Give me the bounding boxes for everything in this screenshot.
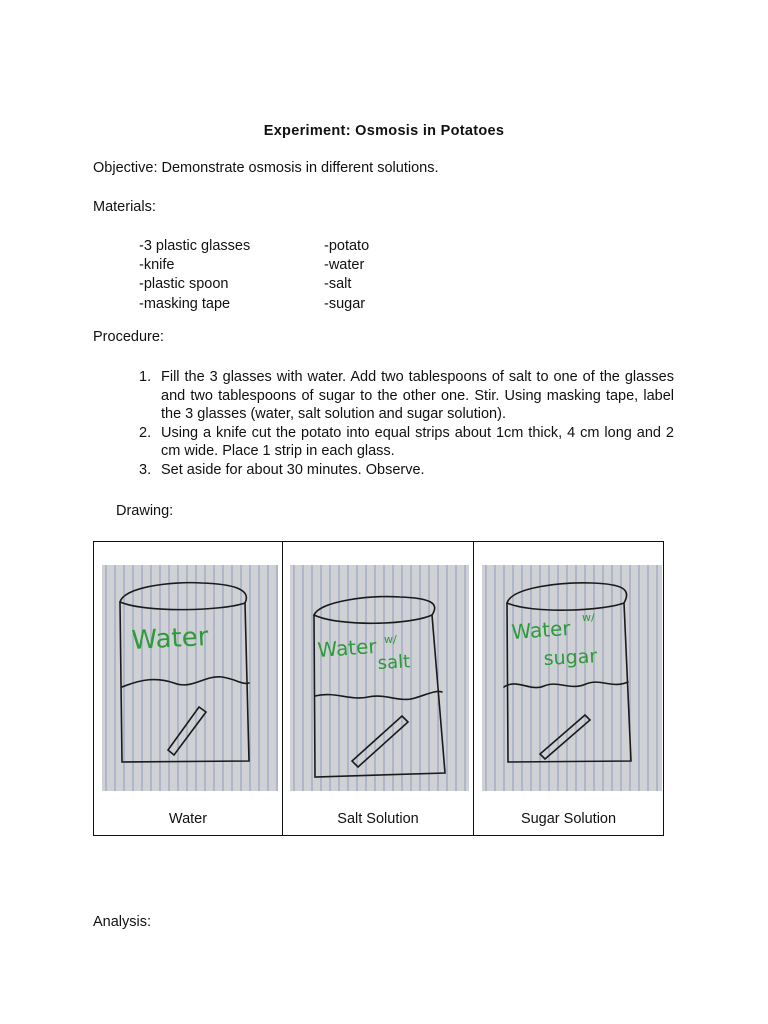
procedure-step <box>139 461 674 480</box>
material-item: -plastic spoon <box>139 276 229 292</box>
material-item: -3 plastic glasses <box>139 238 251 254</box>
materials-heading: Materials: <box>93 199 156 215</box>
procedure-steps <box>139 368 674 479</box>
drawing-cell-water <box>94 542 282 835</box>
procedure-step <box>139 368 674 424</box>
material-item: -sugar <box>324 296 366 312</box>
caption-water: Water <box>168 811 208 827</box>
step-number: 3. <box>139 461 152 478</box>
step-number: 2. <box>139 424 152 441</box>
handwritten-label: salt <box>377 651 411 674</box>
drawing-heading: Drawing: <box>116 503 174 519</box>
material-item: -salt <box>324 276 352 292</box>
step-text: Set aside for about 30 minutes. Observe. <box>161 461 425 478</box>
objective-text: Objective: Demonstrate osmosis in different solutions. <box>93 160 439 176</box>
procedure-step <box>139 424 674 461</box>
drawing-table <box>93 541 664 836</box>
material-item: -potato <box>324 238 370 254</box>
drawing-cell-sugar <box>473 542 663 835</box>
handwritten-label: Water <box>316 633 378 662</box>
handwritten-label: Water <box>510 615 572 644</box>
handwritten-label: Water <box>130 622 210 656</box>
step-number: 1. <box>139 369 152 385</box>
handwritten-label: w/ <box>582 611 595 624</box>
handwritten-label: sugar <box>543 645 598 670</box>
document-title: Experiment: Osmosis in Potatoes <box>263 123 505 139</box>
handwritten-label: w/ <box>384 633 397 646</box>
caption-salt-solution: Salt Solution <box>337 811 419 827</box>
step-text: Using a knife cut the potato into equal strips about 1cm thick, 4 cm long and 2 cm wide. Place 1 strip in each glass. <box>161 424 674 459</box>
material-item: -water <box>324 257 365 273</box>
analysis-heading: Analysis: <box>93 914 152 930</box>
glass-sketch-water-photo <box>102 565 278 791</box>
caption-sugar-solution: Sugar Solution <box>520 811 617 827</box>
glass-sketch-salt-photo <box>290 565 469 791</box>
procedure-heading: Procedure: <box>93 329 164 345</box>
step-text: Fill the 3 glasses with water. Add two tablespoons of salt to one of the glasses and two tablespoons of sugar to the other one. Stir. Using masking tape, label the 3 glasses (water, salt solution and sugar solution). <box>161 369 674 422</box>
drawing-cell-salt <box>282 542 473 835</box>
material-item: -masking tape <box>139 296 231 312</box>
glass-sketch-sugar-photo <box>482 565 662 791</box>
material-item: -knife <box>139 257 175 273</box>
